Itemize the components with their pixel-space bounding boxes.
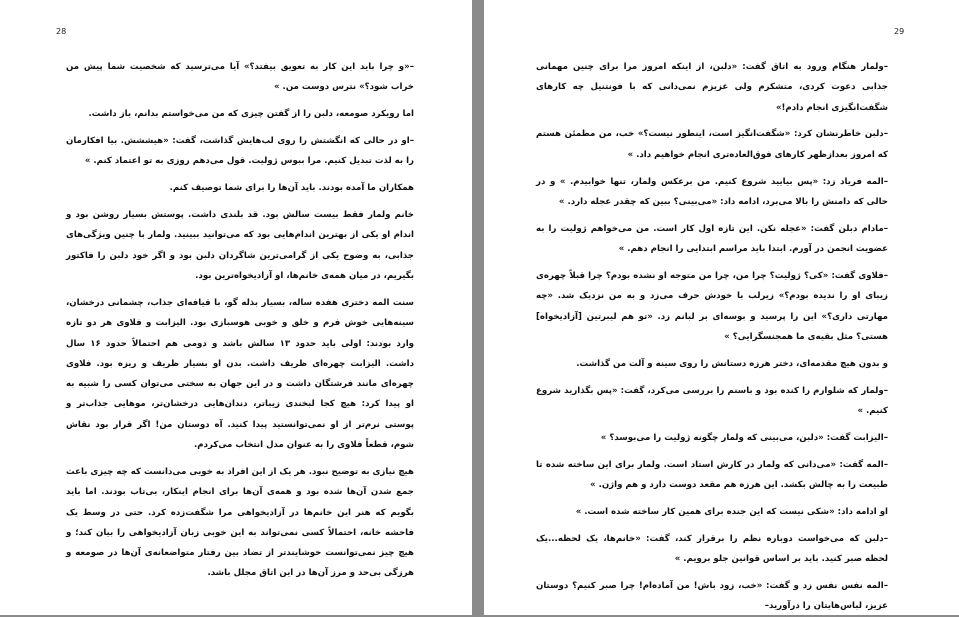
right-page bbox=[484, 0, 959, 615]
paragraph: –الیزابت گفت: «دلبن، می‌بینی که ولمار چگونه ژولیت را می‌بوسد؟ » bbox=[600, 432, 888, 443]
paragraph: خانم ولمار فقط بیست سالش بود. قد بلندی داشت. پوستش بسیار روشن بود و اندام او یکی از بهترین اندام‌هایی بود که می‌توانید ببینید. ولمار با چنین ویژگی‌های جذابی، به وضوح یکی از گرامی‌ترین شاگردان دلبن بود و اگر خود دلبن را فاکتور بگیریم، در میان همه‌ی خانم‌ها، او آزادیخواه‌ترین بود. bbox=[66, 210, 414, 282]
left-page bbox=[0, 0, 472, 615]
paragraph: –او در حالی که انگشتش را روی لب‌هایش گذاشت، گفت: «هیششش. بیا افکارمان را به لذت تبدیل کنیم. مرا ببوس ژولیت. قول می‌دهم روزی به تو اعتماد کنم. » bbox=[66, 136, 414, 167]
paragraph: –ولمار که شلوارم را کنده بود و باسنم را بررسی می‌کرد، گفت: «پس بگذارید شروع کنیم. » bbox=[536, 385, 888, 417]
paragraph: –المه فریاد زد: «پس بیایید شروع کنیم. من برعکس ولمار، تنها خوابیدم. » و در حالی که دامنش را بالا می‌برد، ادامه داد: «می‌بینی؟ ببین که چقدر عجله دارد. » bbox=[536, 176, 888, 207]
paragraph: –دلبن که می‌خواست دوباره نظم را برقرار کند، گفت: «خانم‌ها، یک لحظه...یک لحظه صبر کنید. باید بر اساس قوانین جلو برویم. » bbox=[536, 533, 888, 565]
paragraph: هیچ نیازی به توضیح نبود. هر یک از این افراد به خوبی می‌دانست که چه چیزی باعث جمع شدن آن‌ها شده بود و همه‌ی آن‌ها برای انجام اینکار، بی‌تاب بودند. اما باید بگویم که هنر این خانم‌ها در آزادیخواهی مرا شگفت‌زده کرد. حتی در وسط یک فاحشه خانه، احتمالاً کسی نمی‌تواند به این خوبی زبان آزادیخواهی را بیان کند؛ و هیچ چیز نمی‌توانست خوشایندتر از تضاد بین رفتار متواضعانه‌ی آن‌ها در صومعه و هرزگی بی‌حد و مرز آن‌ها در این اتاق مجلل باشد. bbox=[66, 466, 414, 579]
paragraph: –فلاوی گفت: «کی؟ ژولیت؟ چرا من، چرا من متوجه او نشده بودم؟ چرا قبلاً چهره‌ی زیبای او را ندیده بودم؟» زیرلب با خودش حرف می‌زد و به من نزدیک شد. «چه مهارتی داری؟» این را پرسید و بوسه‌ای بر لبانم زد. «تو هم لیبرتین [آزادیخواه] هستی؟ مثل بقیه‌ی ما همجنسگرایی؟ » bbox=[536, 271, 888, 342]
paragraph: همکاران ما آمده بودند. باید آن‌ها را برای شما توصیف کنم. bbox=[169, 183, 414, 194]
paragraph: او ادامه داد: «شکی نیست که این جنده برای همین کار ساخته شده است. » bbox=[575, 506, 888, 517]
page-text bbox=[536, 57, 888, 617]
paragraph: سنت المه دختری هفده ساله، بسیار بذله گو، با قیافه‌ای جذاب، چشمانی درخشان، سینه‌هایی خوش فرم و خلق و خوبی هوسبازی بود. الیزابت و فلاوی هر دو تازه وارد بودند: اولی باید حدود ۱۳ سالش باشد و دومی هم احتمالاً حدود ۱۶ سال داشت. الیزابت چهره‌ای ظریف داشت. بدن او بسیار ظریف و ریزه بود. فلاوی چهره‌ای مانند فرشتگان داشت و در این جهان به سختی می‌توان کسی را شبیه به او پیدا کرد: هیچ کجا لبخندی زیباتر، دندان‌هایی درخشان‌تر، موهایی جذاب‌تر و پوستی نرم‌تر از او نمی‌توانستید پیدا کنید. آه دوستان من! اگر قرار بود نقاش شوم، قطعاً فلاوی را به عنوان مدل انتخاب می‌کردم. bbox=[66, 297, 414, 451]
page-text bbox=[66, 57, 414, 584]
paragraph: –مادام دبلن گفت: «عجله نکن. این تازه اول کار است. من می‌خواهم ژولیت را به عضویت انجمن در آورم. ابتدا باید مراسم ابتدایی را انجام دهم. » bbox=[536, 223, 888, 255]
paragraph: –ولمار هنگام ورود به اتاق گفت: «دلبن، از اینکه امروز مرا برای چنین مهمانی جذابی دعوت کردی، متشکرم ولی عزیزم نمی‌دانی که با فونتنیل چه کارهای شگفت‌انگیزی انجام دادم!» bbox=[536, 62, 888, 113]
paragraph: –المه نفس نفس زد و گفت: «خب، زود باش! من آماده‌ام! چرا صبر کنیم؟ دوستان عزیز، لباس‌هایتان را درآورید– bbox=[536, 581, 888, 612]
paragraph: اما رویکرد صومعه، دلبن را از گفتن چیزی که من می‌خواستم بدانم، باز داشت. bbox=[88, 109, 414, 120]
page-number: 29 bbox=[894, 27, 905, 36]
paragraph: –«و چرا باید این کار به تعویق بیفتد؟» آیا می‌ترسید که شخصیت شما پیش من خراب شود؟» نترس دوست من. » bbox=[66, 62, 414, 93]
page-number: 28 bbox=[56, 27, 67, 36]
paragraph: –دلبن خاطرنشان کرد: «شگفت‌انگیز است، اینطور نیست؟» خب، من مطمئن هستم که امروز بعدازظهر کارهای فوق‌العاده‌تری انجام خواهیم داد. » bbox=[536, 129, 888, 160]
paragraph: و بدون هیچ مقدمه‌ای، دختر هرزه دستانش را روی سینه و آلت من گذاشت. bbox=[576, 358, 888, 369]
paragraph: –المه گفت: «می‌دانی که ولمار در کارش استاد است. ولمار برای این ساخته شده تا طبیعت را به چالش بکشد. این هرزه هم مقعد دوست دارد و هم واژن. » bbox=[536, 459, 888, 491]
